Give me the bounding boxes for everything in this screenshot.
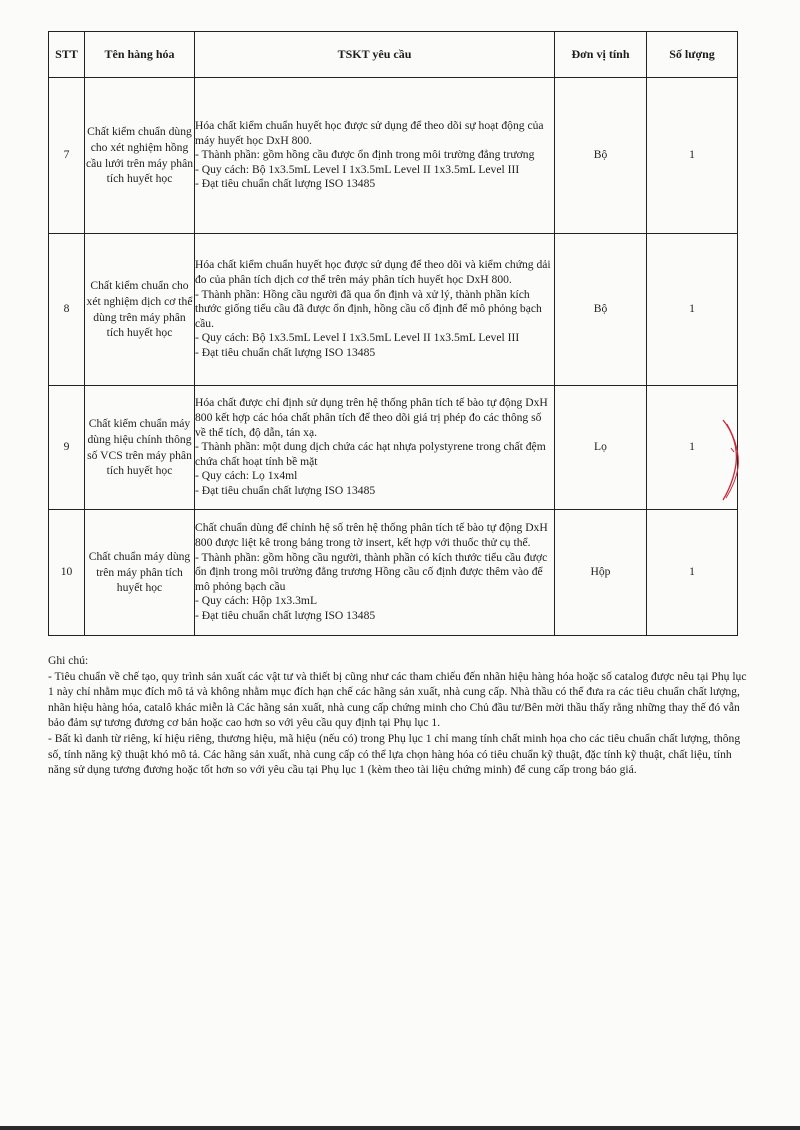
notes-section xyxy=(48,653,748,778)
scan-bottom-edge xyxy=(0,1126,800,1130)
header-quantity: Số lượng xyxy=(647,32,738,78)
spec-line: - Quy cách: Hộp 1x3.3mL xyxy=(195,594,318,608)
row-spec xyxy=(195,386,555,510)
spec-line: Chất chuẩn dùng để chỉnh hệ số trên hệ thống phân tích tế bào tự động DxH 800 được liệt kê trong bảng trong tờ insert, kết hợp với thuốc thử cụ thể. xyxy=(195,521,548,550)
row-stt: 8 xyxy=(49,234,85,386)
row-item-name: Chất kiểm chuẩn dùng cho xét nghiệm hồng cầu lưới trên máy phân tích huyết học xyxy=(85,78,195,234)
handwritten-mark-icon xyxy=(719,418,743,502)
header-stt: STT xyxy=(49,32,85,78)
spec-line: - Thành phần: gồm hồng cầu người, thành phần có kích thước tiểu cầu được ổn định trong môi trường đẳng trương Hồng cầu cố định được thêm vào để mô phỏng bạch cầu xyxy=(195,550,548,593)
row-stt: 7 xyxy=(49,78,85,234)
row-item-name: Chất kiểm chuẩn cho xét nghiệm dịch cơ thể dùng trên máy phân tích huyết học xyxy=(85,234,195,386)
row-stt: 9 xyxy=(49,386,85,510)
spec-line: - Quy cách: Bộ 1x3.5mL Level I 1x3.5mL Level II 1x3.5mL Level III xyxy=(195,162,520,176)
row-unit: Lọ xyxy=(555,386,647,510)
spec-line: - Đạt tiêu chuẩn chất lượng ISO 13485 xyxy=(195,608,376,622)
row-spec xyxy=(195,234,555,386)
row-spec xyxy=(195,78,555,234)
spec-line: - Đạt tiêu chuẩn chất lượng ISO 13485 xyxy=(195,483,376,497)
row-quantity: 1 xyxy=(647,386,738,510)
note-item: - Bất kì danh từ riêng, kí hiệu riêng, thương hiệu, mã hiệu (nếu có) trong Phụ lục 1 chỉ mang tính chất minh họa cho các tiêu chuẩn chất lượng, thông số, tính năng kỹ thuật khó mô tả. Các hãng sản xuất, nhà cung cấp có thể lựa chọn hàng hóa có tiêu chuẩn kỹ thuật, đặc tính kỹ thuật, chất liệu, tính năng sử dụng tương đương hoặc tốt hơn so với yêu cầu tại Phụ lục 1 (kèm theo tài liệu chứng minh) để cung cấp trong báo giá. xyxy=(48,731,741,777)
row-quantity: 1 xyxy=(647,234,738,386)
table-row xyxy=(49,386,738,510)
row-stt: 10 xyxy=(49,510,85,636)
row-item-name: Chất kiểm chuẩn máy dùng hiệu chính thông số VCS trên máy phân tích huyết học xyxy=(85,386,195,510)
row-spec xyxy=(195,510,555,636)
row-item-name: Chất chuẩn máy dùng trên máy phân tích huyết học xyxy=(85,510,195,636)
spec-line: - Đạt tiêu chuẩn chất lượng ISO 13485 xyxy=(195,177,376,191)
spec-line: - Quy cách: Bộ 1x3.5mL Level I 1x3.5mL Level II 1x3.5mL Level III xyxy=(195,331,520,345)
note-item: - Tiêu chuẩn về chế tạo, quy trình sản xuất các vật tư và thiết bị cũng như các tham chiếu đến nhãn hiệu hàng hóa hoặc số catalog được nêu tại Phụ lục 1 này chỉ nhằm mục đích mô tả và không nhằm mục đích hạn chế các hãng sản xuất, nhà cung cấp. Nhà thầu có thể đưa ra các tiêu chuẩn chất lượng, nhãn hiệu hàng hóa, catalô khác miễn là Các hãng sản xuất, nhà cung cấp chứng minh cho Chủ đầu tư/Bên mời thầu thấy rằng những thay thế đó vẫn bảo đảm sự tương đương cơ bản hoặc cao hơn so với yêu cầu quy định tại Phụ lục 1. xyxy=(48,669,747,730)
table-row xyxy=(49,78,738,234)
table-row xyxy=(49,510,738,636)
notes-title: Ghi chú: xyxy=(48,654,89,667)
spec-line: - Thành phần: Hồng cầu người đã qua ổn định và xử lý, thành phần kích thước giống tiểu cầu đã được ổn định, hồng cầu cố định để mô phỏng bạch cầu. xyxy=(195,287,542,330)
header-unit: Đơn vị tính xyxy=(555,32,647,78)
table-header-row xyxy=(49,32,738,78)
header-spec: TSKT yêu cầu xyxy=(195,32,555,78)
row-unit: Bộ xyxy=(555,234,647,386)
spec-line: - Quy cách: Lọ 1x4ml xyxy=(195,469,298,483)
row-quantity: 1 xyxy=(647,510,738,636)
spec-line: Hóa chất được chỉ định sử dụng trên hệ thống phân tích tế bào tự động DxH 800 kết hợp các hóa chất phân tích để theo dõi giá trị phép đo các thông số về thể tích, độ dẫn, tán xạ. xyxy=(195,396,548,439)
row-unit: Hộp xyxy=(555,510,647,636)
row-unit: Bộ xyxy=(555,78,647,234)
spec-line: - Thành phần: một dung dịch chứa các hạt nhựa polystyrene trong chất đệm chứa chất hoạt tính bề mặt xyxy=(195,440,546,468)
spec-line: - Đạt tiêu chuẩn chất lượng ISO 13485 xyxy=(195,345,376,359)
header-item-name: Tên hàng hóa xyxy=(85,32,195,78)
spec-line: Hóa chất kiểm chuẩn huyết học được sử dụng để theo dõi và kiểm chứng dải đo của phân tích dịch cơ thể trên máy phân tích huyết học DxH 800. xyxy=(195,258,551,287)
row-quantity: 1 xyxy=(647,78,738,234)
spec-line: Hóa chất kiểm chuẩn huyết học được sử dụng để theo dõi sự hoạt động của máy huyết học DxH 800. xyxy=(195,119,544,147)
table-row xyxy=(49,234,738,386)
spec-line: - Thành phần: gồm hồng cầu được ổn định trong môi trường đẳng trương xyxy=(195,148,535,162)
spec-table xyxy=(48,31,738,636)
